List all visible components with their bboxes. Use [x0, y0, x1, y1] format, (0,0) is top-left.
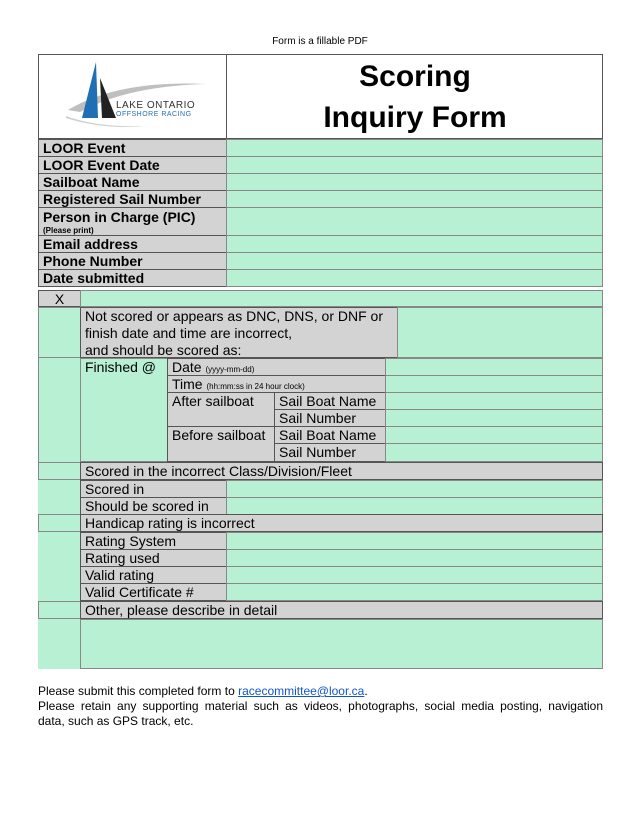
- not-scored-line1: Not scored or appears as DNC, DNS, or DNF or: [85, 308, 383, 324]
- label-event-date: LOOR Event Date: [38, 156, 227, 174]
- footer-line3: data, such as GPS track, etc.: [38, 714, 194, 728]
- input-rating-used[interactable]: [226, 549, 603, 567]
- section2-left-filler: [38, 480, 81, 514]
- finish-time-text: Time: [172, 376, 203, 392]
- checkbox-other[interactable]: [38, 601, 81, 619]
- sailboat-logo-icon: [58, 60, 208, 132]
- logo-line1: LAKE ONTARIO: [116, 100, 196, 111]
- label-email: Email address: [38, 235, 227, 253]
- label-sail-number: Registered Sail Number: [38, 190, 227, 208]
- input-date-submitted[interactable]: [226, 269, 603, 287]
- label-should-be-scored-in: Should be scored in: [80, 497, 227, 515]
- input-phone[interactable]: [226, 252, 603, 270]
- logo-line2: OFFSHORE RACING: [116, 111, 192, 118]
- input-sail-number[interactable]: [226, 190, 603, 208]
- incorrect-class-heading: Scored in the incorrect Class/Division/Fleet: [80, 462, 603, 480]
- footer-submit: [38, 684, 603, 699]
- label-pic-note: (Please print): [43, 226, 94, 235]
- title-line1: Scoring: [359, 60, 471, 93]
- finish-date-text: Date: [172, 359, 202, 375]
- input-finish-time[interactable]: [385, 375, 603, 393]
- label-sailboat-name: Sailboat Name: [38, 173, 227, 191]
- x-header-bar: [80, 290, 603, 307]
- footer-retain: [38, 699, 603, 729]
- label-pic-cell: [38, 207, 227, 236]
- label-before-sailboat: Before sailboat: [167, 426, 275, 462]
- label-pic: Person in Charge (PIC): [43, 209, 196, 225]
- input-should-be-scored-in[interactable]: [226, 497, 603, 515]
- label-rating-used: Rating used: [80, 549, 227, 567]
- finish-time-format: (hh:mm:ss in 24 hour clock): [206, 382, 305, 391]
- section3-left-filler: [38, 532, 81, 601]
- label-finish-time: [167, 375, 386, 393]
- input-sailboat-name[interactable]: [226, 173, 603, 191]
- not-scored-filler: [397, 307, 603, 358]
- input-other-details[interactable]: [80, 619, 603, 669]
- checkbox-handicap[interactable]: [38, 514, 81, 532]
- handicap-heading: Handicap rating is incorrect: [80, 514, 603, 532]
- label-valid-rating: Valid rating: [80, 566, 227, 584]
- input-rating-system[interactable]: [226, 532, 603, 550]
- label-before-sail-number: Sail Number: [274, 443, 386, 462]
- input-finish-date[interactable]: [385, 358, 603, 376]
- title-line2: Inquiry Form: [323, 101, 507, 134]
- x-header-cell: X: [38, 290, 81, 307]
- label-after-boat-name: Sail Boat Name: [274, 392, 386, 410]
- input-before-sail-number[interactable]: [385, 443, 603, 462]
- label-after-sail-number: Sail Number: [274, 409, 386, 427]
- footer-line2: Please retain any supporting material such as videos, photographs, social media posting, navigation: [38, 699, 603, 713]
- label-valid-certificate: Valid Certificate #: [80, 583, 227, 601]
- input-after-sail-number[interactable]: [385, 409, 603, 427]
- label-finish-date: [167, 358, 386, 376]
- label-date-submitted: Date submitted: [38, 269, 227, 287]
- label-scored-in: Scored in: [80, 480, 227, 498]
- input-email[interactable]: [226, 235, 603, 253]
- footer-prefix: Please submit this completed form to: [38, 684, 239, 698]
- other-heading: Other, please describe in detail: [80, 601, 603, 619]
- not-scored-line3: and should be scored as:: [85, 342, 242, 358]
- checkbox-incorrect-class[interactable]: [38, 462, 81, 480]
- input-event[interactable]: [226, 139, 603, 157]
- label-before-boat-name: Sail Boat Name: [274, 426, 386, 444]
- label-finished: Finished @: [80, 358, 168, 462]
- input-before-boat-name[interactable]: [385, 426, 603, 444]
- footer-suffix: .: [364, 684, 368, 698]
- not-scored-line2: finish date and time are incorrect,: [85, 325, 292, 341]
- input-scored-in[interactable]: [226, 480, 603, 498]
- input-pic[interactable]: [226, 207, 603, 236]
- logo: [58, 60, 208, 132]
- section4-left-filler: [38, 619, 81, 669]
- section1-left-filler: [38, 358, 81, 462]
- label-phone: Phone Number: [38, 252, 227, 270]
- finish-date-format: (yyyy-mm-dd): [205, 365, 255, 374]
- input-valid-rating[interactable]: [226, 566, 603, 584]
- label-rating-system: Rating System: [80, 532, 227, 550]
- input-valid-certificate[interactable]: [226, 583, 603, 601]
- input-event-date[interactable]: [226, 156, 603, 174]
- fillable-note: Form is a fillable PDF: [272, 36, 368, 47]
- input-after-boat-name[interactable]: [385, 392, 603, 410]
- label-event: LOOR Event: [38, 139, 227, 157]
- not-scored-text: [80, 307, 398, 358]
- email-link[interactable]: racecommittee@loor.ca: [238, 684, 365, 698]
- label-after-sailboat: After sailboat: [167, 392, 275, 427]
- checkbox-not-scored[interactable]: [38, 307, 81, 358]
